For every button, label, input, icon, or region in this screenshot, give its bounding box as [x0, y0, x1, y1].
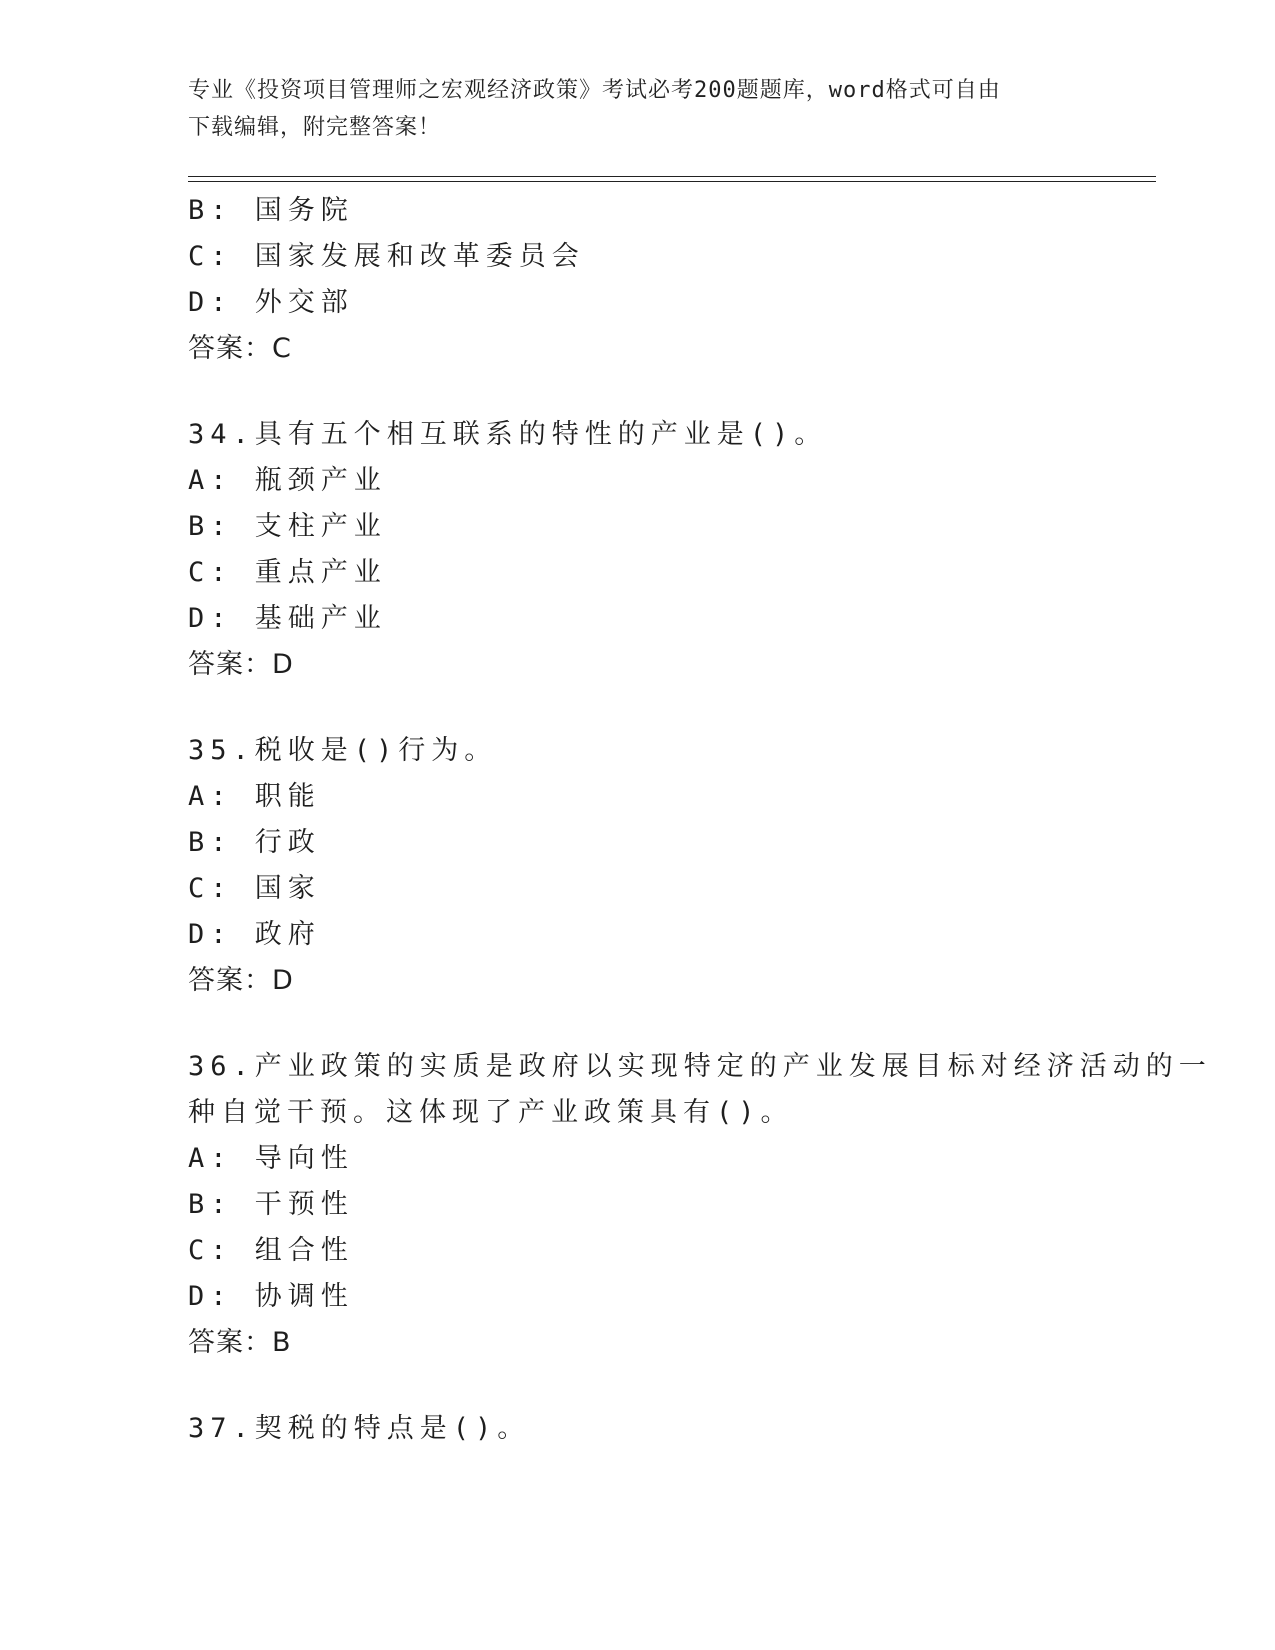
option-d: D: 外交部 [188, 287, 354, 318]
option-a: A: 职能 [188, 781, 321, 812]
option-b: B: 国务院 [188, 195, 354, 226]
question-stem-line-2: 种自觉干预。这体现了产业政策具有()。 [188, 1097, 794, 1128]
question-33-continued [188, 188, 1088, 372]
option-c: C: 国家 [188, 873, 321, 904]
option-b: B: 干预性 [188, 1189, 354, 1220]
answer: 答案：D [188, 649, 294, 680]
question-37 [188, 1406, 1088, 1452]
option-a: A: 瓶颈产业 [188, 465, 387, 496]
option-d: D: 协调性 [188, 1281, 354, 1312]
header-divider-top [188, 176, 1156, 177]
question-stem: 35.税收是()行为。 [188, 735, 498, 766]
option-b: B: 支柱产业 [188, 511, 387, 542]
header-line-2: 下载编辑，附完整答案！ [188, 115, 442, 140]
question-35 [188, 728, 1088, 1004]
option-d: D: 政府 [188, 919, 321, 950]
option-c: C: 重点产业 [188, 557, 387, 588]
question-stem-line-1: 36.产业政策的实质是政府以实现特定的产业发展目标对经济活动的一 [188, 1051, 1212, 1082]
question-36 [188, 1044, 1212, 1366]
answer: 答案：D [188, 965, 294, 996]
question-34 [188, 412, 1088, 688]
option-b: B: 行政 [188, 827, 321, 858]
option-c: C: 国家发展和改革委员会 [188, 241, 585, 272]
answer: 答案：C [188, 333, 292, 364]
answer: 答案：B [188, 1327, 292, 1358]
question-stem: 34.具有五个相互联系的特性的产业是()。 [188, 419, 828, 450]
question-stem: 37.契税的特点是()。 [188, 1413, 531, 1444]
header-line-1: 专业《投资项目管理师之宏观经济政策》考试必考200题题库，word格式可自由 [188, 78, 1001, 103]
document-header [188, 72, 1088, 146]
header-divider-bottom [188, 181, 1156, 182]
question-list [188, 188, 1212, 1452]
option-d: D: 基础产业 [188, 603, 387, 634]
option-c: C: 组合性 [188, 1235, 354, 1266]
option-a: A: 导向性 [188, 1143, 354, 1174]
